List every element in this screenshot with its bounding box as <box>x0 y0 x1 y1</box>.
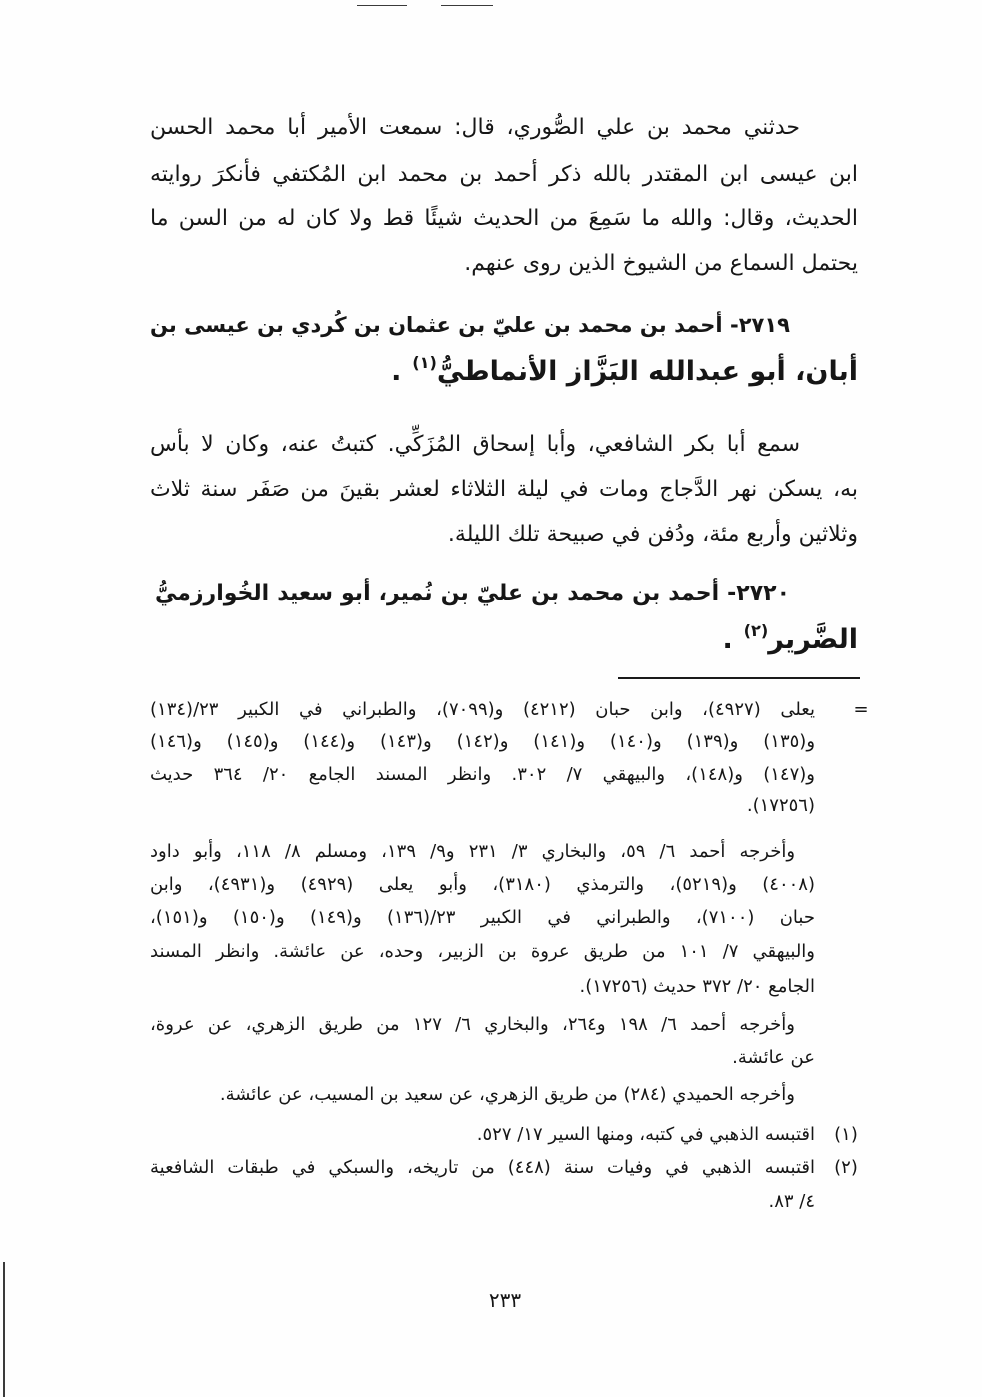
footnote-line: (٤٠٠٨) و(٥٢١٩)، والترمذي (٣١٨٠)، وأبو يعلى (٤٩٢٩) و(٤٩٣١)، وابن <box>150 874 815 895</box>
footnote-line: حبان (٧١٠٠)، والطبراني في الكبير ٢٣/(١٣٦) و(١٤٩) و(١٥٠) و(١٥١)، <box>150 907 815 928</box>
entry-2719-heading-line <box>150 348 858 396</box>
footnote-line: اقتبسه الذهبي في وفيات سنة (٤٤٨) من تاريخه، والسبكي في طبقات الشافعية <box>150 1157 815 1178</box>
heading-end-punctuation: . <box>391 356 402 387</box>
intro-paragraph-line: ابن عيسى ابن المقتدر بالله ذكر أحمد بن محمد ابن المُكتفي فأنكرَ روايته <box>150 162 858 187</box>
intro-paragraph-line: يحتمل السماع من الشيوخ الذين روى عنهم. <box>464 251 858 276</box>
intro-paragraph-line: حدثني محمد بن علي الصُّوري، قال: سمعت الأمير أبا محمد الحسن <box>150 115 800 140</box>
entry-heading-text: أبان، أبو عبدالله البَزَّاز الأنماطيُّ <box>436 356 858 387</box>
footnote-number: (٢) <box>834 1157 858 1178</box>
scan-edge-line <box>3 1262 5 1397</box>
footnote-line: الجامع ٢٠/ ٣٧٢ حديث (١٧٢٥٦). <box>579 976 815 997</box>
footnote-reference: (٢) <box>743 620 769 640</box>
footnote-continuation-marker: = <box>853 699 869 720</box>
footnote-line: و(١٤٧) و(١٤٨)، والبيهقي ٧/ ٣٠٢. وانظر المسند الجامع ٢٠/ ٣٦٤ حديث <box>150 764 815 785</box>
footnote-line: ٤/ ٨٣. <box>768 1191 815 1212</box>
entry-2719-body-line: به، يسكن نهر الدَّجاج ومات في ليلة الثلاثاء لعشر بقينَ من صَفَر سنة ثلاث <box>150 477 858 502</box>
footnote-line: وأخرجه أحمد ٦/ ٥٩، والبخاري ٣/ ٢٣١ و٩/ ١٣٩، ومسلم ٨/ ١١٨، وأبو داود <box>150 841 796 862</box>
footnote-line: (١٧٢٥٦). <box>746 795 815 816</box>
footnote-reference: (١) <box>412 352 437 372</box>
entry-heading-text: الضَّرير <box>768 624 858 655</box>
heading-end-punctuation: . <box>722 624 733 655</box>
entry-2719-heading-line: ٢٧١٩- أحمد بن محمد بن عليّ بن عثمان بن كُردي بن عيسى بن <box>150 313 790 337</box>
footnote-line: عن عائشة. <box>732 1047 815 1068</box>
footnote-line: و(١٣٥) و(١٣٩) و(١٤٠) و(١٤١) و(١٤٢) و(١٤٣) و(١٤٤) و(١٤٥) و(١٤٦) <box>150 731 816 752</box>
footnote-separator <box>618 677 860 679</box>
footnote-line: يعلى (٤٩٢٧)، وابن حبان (٤٢١٢) و(٧٠٩٩)، والطبراني في الكبير ٢٣/(١٣٤) <box>150 699 815 720</box>
entry-2720-heading-line: ٢٧٢٠- أحمد بن محمد بن عليّ بن نُمير، أبو سعيد الخُوارزميُّ <box>155 581 790 606</box>
page-number: ٢٣٣ <box>488 1288 522 1312</box>
footnote-number: (١) <box>834 1124 858 1145</box>
entry-2720-heading-line <box>150 616 858 664</box>
top-rule-right <box>441 5 493 6</box>
footnote-line: والبيهقي ٧/ ١٠١ من طريق عروة بن الزبير، وحده، عن عائشة. وانظر المسند <box>150 941 815 962</box>
entry-2719-body-line: وثلاثين وأربع مئة، ودُفن في صبيحة تلك الليلة. <box>447 522 858 547</box>
footnote-line: وأخرجه أحمد ٦/ ١٩٨ و٢٦٤، والبخاري ٦/ ١٢٧ من طريق الزهري، عن عروة، <box>150 1014 795 1035</box>
footnote-line: وأخرجه الحميدي (٢٨٤) من طريق الزهري، عن سعيد بن المسيب، عن عائشة. <box>219 1084 795 1105</box>
footnote-line: اقتبسه الذهبي في كتبه، ومنها السير ١٧/ ٥٢٧. <box>476 1124 815 1145</box>
intro-paragraph-line: الحديث، وقال: والله ما سَمِعَ من الحديث شيئًا قط ولا كان له من السن ما <box>150 206 858 231</box>
top-rule-left <box>357 5 407 6</box>
entry-2719-body-line: سمع أبا بكر الشافعي، وأبا إسحاق المُزَكِّي. كتبتُ عنه، وكان لا بأس <box>150 432 800 457</box>
